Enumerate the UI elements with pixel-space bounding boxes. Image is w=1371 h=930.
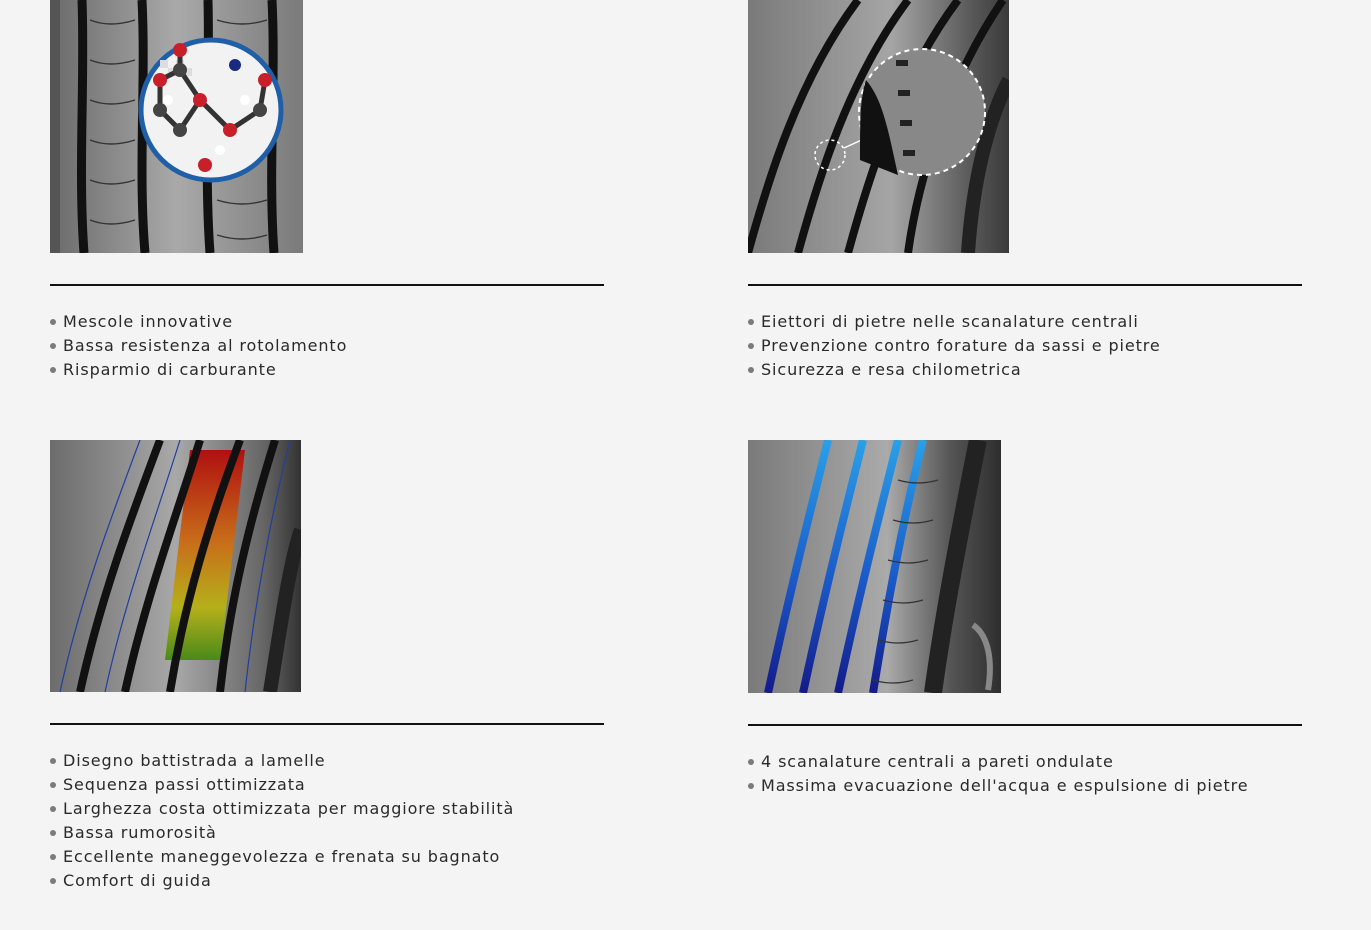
tire-compound-image [50, 0, 303, 253]
divider-line [50, 284, 604, 286]
bullet-icon [50, 878, 56, 884]
bullet-icon [748, 319, 754, 325]
feature-tread-pattern [50, 440, 604, 893]
stone-ejector-magnifier-icon [748, 0, 1009, 253]
list-item: Sicurezza e resa chilometrica [748, 358, 1302, 382]
bullet-icon [50, 343, 56, 349]
tire-tread-heatmap-image [50, 440, 301, 692]
molecule-magnifier-icon [50, 0, 303, 253]
list-item: Prevenzione contro forature da sassi e pietre [748, 334, 1302, 358]
bullet-icon [748, 367, 754, 373]
feature-grooves [748, 440, 1302, 798]
feature-stone-ejectors [748, 0, 1302, 382]
tire-water-grooves-image [748, 440, 1001, 693]
bullet-icon [748, 343, 754, 349]
list-item: Larghezza costa ottimizzata per maggiore stabilità [50, 797, 604, 821]
divider-line [748, 724, 1302, 726]
bullet-icon [50, 758, 56, 764]
tire-stone-ejector-image [748, 0, 1009, 253]
heat-map-tread-icon [50, 440, 301, 692]
bullet-icon [50, 830, 56, 836]
bullet-icon [50, 319, 56, 325]
bullet-icon [50, 367, 56, 373]
bullet-icon [50, 854, 56, 860]
divider-line [748, 284, 1302, 286]
feature-list [50, 310, 604, 382]
list-item: Massima evacuazione dell'acqua e espulsione di pietre [748, 774, 1302, 798]
list-item: Risparmio di carburante [50, 358, 604, 382]
list-item: Bassa resistenza al rotolamento [50, 334, 604, 358]
list-item: Disegno battistrada a lamelle [50, 749, 604, 773]
list-item: Eiettori di pietre nelle scanalature centrali [748, 310, 1302, 334]
feature-list [748, 310, 1302, 382]
bullet-icon [50, 806, 56, 812]
bullet-icon [748, 783, 754, 789]
water-grooves-tread-icon [748, 440, 1001, 693]
feature-compound [50, 0, 604, 382]
list-item: Comfort di guida [50, 869, 604, 893]
feature-list [50, 749, 604, 893]
list-item: Sequenza passi ottimizzata [50, 773, 604, 797]
list-item: Mescole innovative [50, 310, 604, 334]
list-item: Eccellente maneggevolezza e frenata su bagnato [50, 845, 604, 869]
bullet-icon [748, 759, 754, 765]
divider-line [50, 723, 604, 725]
bullet-icon [50, 782, 56, 788]
list-item: Bassa rumorosità [50, 821, 604, 845]
feature-list [748, 750, 1302, 798]
list-item: 4 scanalature centrali a pareti ondulate [748, 750, 1302, 774]
